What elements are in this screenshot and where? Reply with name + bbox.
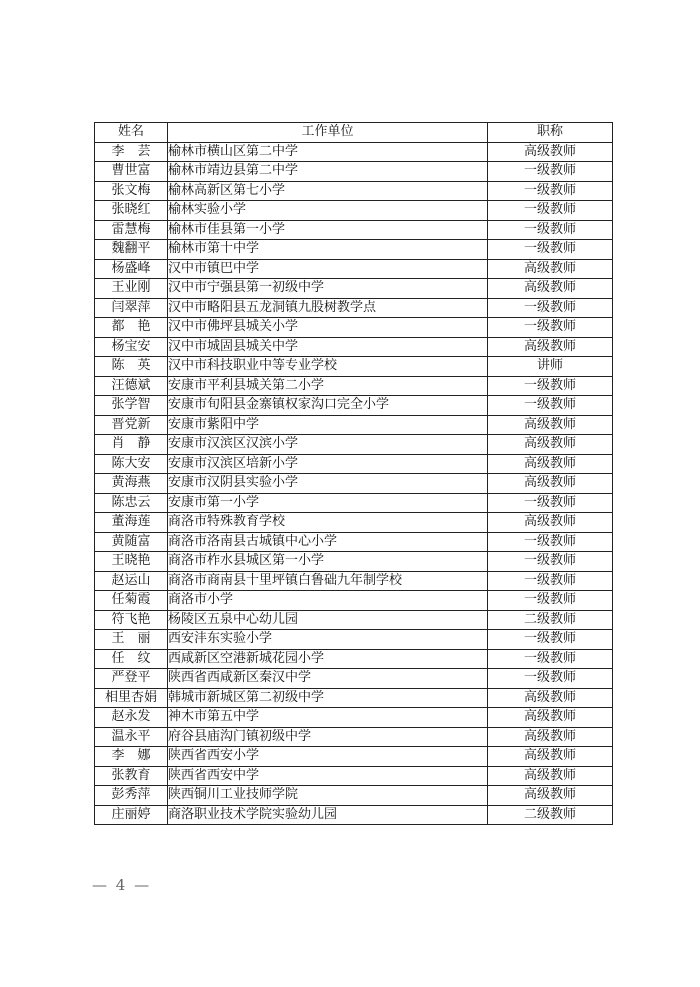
- cell-title: 一级教师: [488, 240, 613, 260]
- cell-name: 黄随富: [95, 532, 168, 552]
- cell-name: 王业刚: [95, 279, 168, 299]
- cell-work-unit: 安康市平利县城关第二小学: [168, 376, 488, 396]
- cell-work-unit: 杨陵区五泉中心幼儿园: [168, 610, 488, 630]
- table-row: [95, 766, 613, 786]
- teacher-roster-table: [94, 122, 613, 825]
- cell-work-unit: 榆林市靖边县第二中学: [168, 162, 488, 182]
- table-row: [95, 279, 613, 299]
- table-row: [95, 649, 613, 669]
- cell-name: 陈 英: [95, 357, 168, 377]
- cell-work-unit: 汉中市科技职业中等专业学校: [168, 357, 488, 377]
- cell-title: 一级教师: [488, 220, 613, 240]
- cell-title: 一级教师: [488, 532, 613, 552]
- cell-name: 温永平: [95, 727, 168, 747]
- cell-name: 李 芸: [95, 142, 168, 162]
- cell-work-unit: 汉中市宁强县第一初级中学: [168, 279, 488, 299]
- table-row: [95, 181, 613, 201]
- cell-title: 二级教师: [488, 805, 613, 825]
- cell-name: 相里杏娟: [95, 688, 168, 708]
- table-row: [95, 532, 613, 552]
- cell-title: 高级教师: [488, 513, 613, 533]
- cell-work-unit: 安康市第一小学: [168, 493, 488, 513]
- cell-work-unit: 榆林实验小学: [168, 201, 488, 221]
- cell-work-unit: 商洛市商南县十里坪镇白鲁础九年制学校: [168, 571, 488, 591]
- cell-name: 闫翠萍: [95, 298, 168, 318]
- cell-work-unit: 安康市紫阳中学: [168, 415, 488, 435]
- cell-work-unit: 韩城市新城区第二初级中学: [168, 688, 488, 708]
- cell-title: 高级教师: [488, 747, 613, 767]
- cell-work-unit: 榆林市第十中学: [168, 240, 488, 260]
- table-row: [95, 162, 613, 182]
- cell-work-unit: 西咸新区空港新城花园小学: [168, 649, 488, 669]
- cell-work-unit: 榆林高新区第七小学: [168, 181, 488, 201]
- cell-title: 一级教师: [488, 630, 613, 650]
- cell-name: 庄丽婷: [95, 805, 168, 825]
- cell-title: 高级教师: [488, 708, 613, 728]
- cell-title: 高级教师: [488, 337, 613, 357]
- cell-title: 高级教师: [488, 279, 613, 299]
- cell-work-unit: 府谷县庙沟门镇初级中学: [168, 727, 488, 747]
- table-row: [95, 396, 613, 416]
- cell-work-unit: 陕西省西安小学: [168, 747, 488, 767]
- cell-work-unit: 安康市汉滨区培新小学: [168, 454, 488, 474]
- table-row: [95, 201, 613, 221]
- cell-title: 高级教师: [488, 474, 613, 494]
- table-row: [95, 727, 613, 747]
- cell-title: 高级教师: [488, 454, 613, 474]
- table-row: [95, 669, 613, 689]
- cell-work-unit: 陕西省西咸新区秦汉中学: [168, 669, 488, 689]
- table-header-row: [95, 123, 613, 143]
- cell-name: 肖 静: [95, 435, 168, 455]
- cell-work-unit: 神木市第五中学: [168, 708, 488, 728]
- cell-name: 杨盛峰: [95, 259, 168, 279]
- cell-name: 张学智: [95, 396, 168, 416]
- table-row: [95, 376, 613, 396]
- cell-title: 讲师: [488, 357, 613, 377]
- table-row: [95, 747, 613, 767]
- cell-name: 彭秀萍: [95, 786, 168, 806]
- cell-name: 曹世富: [95, 162, 168, 182]
- cell-name: 任菊霞: [95, 591, 168, 611]
- header-work-unit: 工作单位: [168, 123, 488, 143]
- header-name: 姓名: [95, 123, 168, 143]
- cell-name: 陈大安: [95, 454, 168, 474]
- cell-name: 严登平: [95, 669, 168, 689]
- table-row: [95, 337, 613, 357]
- cell-title: 一级教师: [488, 396, 613, 416]
- cell-title: 一级教师: [488, 493, 613, 513]
- cell-name: 杨宝安: [95, 337, 168, 357]
- cell-name: 王 丽: [95, 630, 168, 650]
- table-row: [95, 610, 613, 630]
- table-row: [95, 435, 613, 455]
- cell-title: 一级教师: [488, 201, 613, 221]
- cell-work-unit: 榆林市横山区第二中学: [168, 142, 488, 162]
- cell-name: 李 娜: [95, 747, 168, 767]
- table-row: [95, 142, 613, 162]
- cell-title: 一级教师: [488, 649, 613, 669]
- cell-name: 黄海燕: [95, 474, 168, 494]
- table-row: [95, 220, 613, 240]
- cell-name: 晋党新: [95, 415, 168, 435]
- cell-work-unit: 商洛市特殊教育学校: [168, 513, 488, 533]
- cell-work-unit: 西安沣东实验小学: [168, 630, 488, 650]
- cell-work-unit: 汉中市略阳县五龙洞镇九股树教学点: [168, 298, 488, 318]
- table-body: [95, 142, 613, 825]
- cell-title: 二级教师: [488, 610, 613, 630]
- table-row: [95, 474, 613, 494]
- cell-title: 高级教师: [488, 688, 613, 708]
- cell-title: 一级教师: [488, 571, 613, 591]
- cell-work-unit: 商洛职业技术学院实验幼儿园: [168, 805, 488, 825]
- table-row: [95, 571, 613, 591]
- cell-work-unit: 陕西省西安中学: [168, 766, 488, 786]
- cell-work-unit: 安康市汉滨区汉滨小学: [168, 435, 488, 455]
- cell-name: 魏翻平: [95, 240, 168, 260]
- table-row: [95, 630, 613, 650]
- cell-name: 陈忠云: [95, 493, 168, 513]
- cell-name: 都 艳: [95, 318, 168, 338]
- cell-title: 高级教师: [488, 435, 613, 455]
- cell-name: 汪德斌: [95, 376, 168, 396]
- cell-name: 赵运山: [95, 571, 168, 591]
- cell-title: 高级教师: [488, 766, 613, 786]
- table-row: [95, 493, 613, 513]
- cell-work-unit: 陕西铜川工业技师学院: [168, 786, 488, 806]
- cell-work-unit: 汉中市城固县城关中学: [168, 337, 488, 357]
- table-row: [95, 454, 613, 474]
- cell-name: 符飞艳: [95, 610, 168, 630]
- cell-name: 董海莲: [95, 513, 168, 533]
- table-row: [95, 708, 613, 728]
- cell-work-unit: 安康市汉阴县实验小学: [168, 474, 488, 494]
- cell-title: 一级教师: [488, 376, 613, 396]
- table-row: [95, 786, 613, 806]
- cell-title: 一级教师: [488, 318, 613, 338]
- cell-name: 张晓红: [95, 201, 168, 221]
- cell-title: 一级教师: [488, 298, 613, 318]
- cell-name: 张教育: [95, 766, 168, 786]
- table-row: [95, 415, 613, 435]
- table-row: [95, 259, 613, 279]
- cell-title: 高级教师: [488, 727, 613, 747]
- cell-title: 一级教师: [488, 181, 613, 201]
- cell-name: 张文梅: [95, 181, 168, 201]
- cell-title: 高级教师: [488, 415, 613, 435]
- table-row: [95, 513, 613, 533]
- cell-work-unit: 商洛市柞水县城区第一小学: [168, 552, 488, 572]
- page-number: — 4 —: [92, 876, 152, 894]
- table-row: [95, 318, 613, 338]
- cell-name: 王晓艳: [95, 552, 168, 572]
- cell-work-unit: 榆林市佳县第一小学: [168, 220, 488, 240]
- cell-title: 高级教师: [488, 142, 613, 162]
- cell-name: 赵永发: [95, 708, 168, 728]
- cell-title: 一级教师: [488, 591, 613, 611]
- cell-name: 雷慧梅: [95, 220, 168, 240]
- cell-title: 高级教师: [488, 259, 613, 279]
- header-title: 职称: [488, 123, 613, 143]
- cell-work-unit: 商洛市小学: [168, 591, 488, 611]
- cell-work-unit: 汉中市镇巴中学: [168, 259, 488, 279]
- cell-work-unit: 商洛市洛南县古城镇中心小学: [168, 532, 488, 552]
- table-row: [95, 298, 613, 318]
- table-row: [95, 805, 613, 825]
- cell-work-unit: 汉中市佛坪县城关小学: [168, 318, 488, 338]
- table-row: [95, 591, 613, 611]
- cell-title: 一级教师: [488, 552, 613, 572]
- cell-name: 任 纹: [95, 649, 168, 669]
- cell-title: 一级教师: [488, 162, 613, 182]
- cell-title: 高级教师: [488, 786, 613, 806]
- table-row: [95, 240, 613, 260]
- table-row: [95, 357, 613, 377]
- cell-work-unit: 安康市旬阳县金寨镇权家沟口完全小学: [168, 396, 488, 416]
- cell-title: 一级教师: [488, 669, 613, 689]
- table-row: [95, 688, 613, 708]
- table-row: [95, 552, 613, 572]
